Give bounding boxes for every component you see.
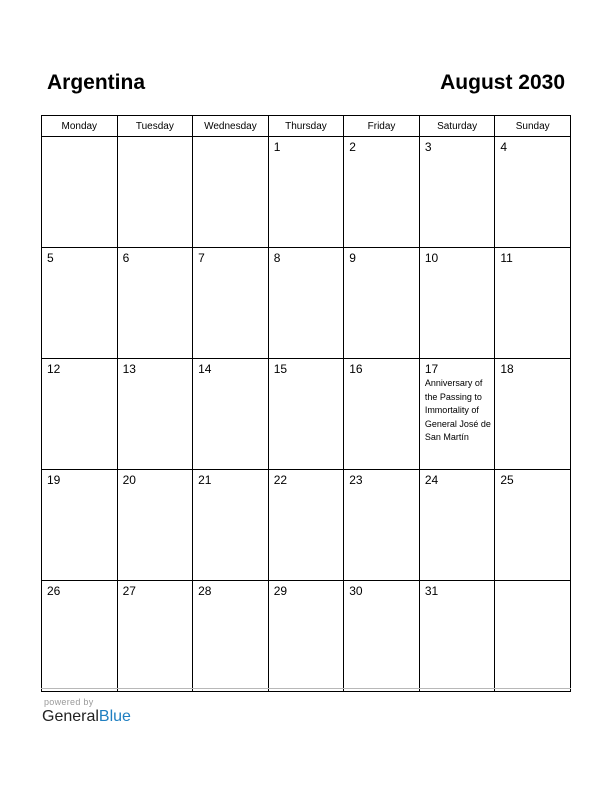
week-row xyxy=(42,359,571,470)
day-cell-7 xyxy=(193,248,269,359)
day-number: 4 xyxy=(500,140,508,154)
brand-blue: Blue xyxy=(98,708,131,725)
day-cell-content xyxy=(420,359,495,466)
day-number: 21 xyxy=(198,473,212,487)
day-number: 27 xyxy=(122,584,136,598)
day-cell-content xyxy=(495,248,570,355)
day-number: 14 xyxy=(198,362,212,376)
day-cell-content xyxy=(269,248,344,355)
month-year-title: August 2030 xyxy=(440,71,565,94)
weekday-header: Monday xyxy=(42,116,118,137)
day-cell-29 xyxy=(268,581,344,692)
day-cell-27 xyxy=(117,581,193,692)
day-cell-content xyxy=(118,359,193,466)
day-number: 30 xyxy=(349,584,363,598)
day-cell-content xyxy=(420,137,495,244)
day-cell-content xyxy=(42,248,117,355)
day-cell-5 xyxy=(42,248,118,359)
weekday-header: Sunday xyxy=(495,116,571,137)
day-number: 8 xyxy=(273,251,281,265)
day-number: 13 xyxy=(122,362,136,376)
day-cell-2 xyxy=(344,137,420,248)
day-number: 2 xyxy=(349,140,356,154)
day-number: 3 xyxy=(424,140,432,154)
day-cell-3 xyxy=(419,137,495,248)
day-number: 25 xyxy=(500,473,514,487)
day-cell-content xyxy=(42,137,117,244)
day-cell-content xyxy=(344,248,419,355)
day-number: 20 xyxy=(122,473,136,487)
day-cell-8 xyxy=(268,248,344,359)
day-cell-content xyxy=(42,359,117,466)
day-cell-content xyxy=(118,581,193,688)
day-cell-content xyxy=(420,470,495,577)
weekday-header: Tuesday xyxy=(117,116,193,137)
day-cell-16 xyxy=(344,359,420,470)
day-cell-14 xyxy=(193,359,269,470)
day-cell-content xyxy=(269,470,344,577)
day-cell-content xyxy=(193,359,268,466)
day-cell-content xyxy=(344,470,419,577)
day-cell-content xyxy=(495,470,570,577)
day-cell-17 xyxy=(419,359,495,470)
day-number: 29 xyxy=(273,584,288,598)
week-row xyxy=(42,248,571,359)
day-cell-content xyxy=(193,581,268,688)
day-number: 6 xyxy=(122,251,130,265)
powered-by-text: powered by xyxy=(44,697,94,707)
weekday-header-row xyxy=(42,116,571,137)
day-number: 26 xyxy=(47,584,61,598)
day-number: 17 xyxy=(424,362,439,376)
day-cell-content xyxy=(344,581,419,688)
holiday-label: Anniversary of the Passing to Immortality of General José de San Martín xyxy=(424,378,491,442)
day-cell-content xyxy=(344,359,419,466)
generalblue-logo[interactable] xyxy=(42,708,131,726)
day-number: 18 xyxy=(500,362,514,376)
day-number: 9 xyxy=(349,251,356,265)
empty-day-cell xyxy=(42,137,118,248)
day-cell-content xyxy=(420,248,495,355)
day-number: 12 xyxy=(47,362,61,376)
day-cell-content xyxy=(269,581,344,688)
day-cell-content xyxy=(193,137,268,244)
day-number: 19 xyxy=(47,473,61,487)
day-cell-31 xyxy=(419,581,495,692)
week-row xyxy=(42,581,571,692)
day-cell-content xyxy=(193,470,268,577)
day-cell-9 xyxy=(344,248,420,359)
day-cell-content xyxy=(344,137,419,244)
day-cell-content xyxy=(269,359,344,466)
day-number: 1 xyxy=(273,140,281,154)
day-cell-15 xyxy=(268,359,344,470)
day-number: 16 xyxy=(349,362,363,376)
day-cell-content xyxy=(42,470,117,577)
empty-day-cell xyxy=(193,137,269,248)
day-number: 11 xyxy=(500,251,513,265)
weekday-header: Friday xyxy=(344,116,420,137)
weekday-header: Thursday xyxy=(268,116,344,137)
day-number: 15 xyxy=(273,362,288,376)
day-cell-content xyxy=(495,359,570,466)
day-cell-18 xyxy=(495,359,571,470)
weekday-header: Wednesday xyxy=(193,116,269,137)
day-cell-1 xyxy=(268,137,344,248)
day-cell-25 xyxy=(495,470,571,581)
day-cell-4 xyxy=(495,137,571,248)
day-cell-content xyxy=(118,248,193,355)
day-cell-content xyxy=(420,581,495,688)
empty-day-cell xyxy=(117,137,193,248)
day-cell-10 xyxy=(419,248,495,359)
day-cell-26 xyxy=(42,581,118,692)
empty-day-cell xyxy=(495,581,571,692)
day-cell-20 xyxy=(117,470,193,581)
day-cell-13 xyxy=(117,359,193,470)
day-cell-6 xyxy=(117,248,193,359)
day-cell-19 xyxy=(42,470,118,581)
day-cell-content xyxy=(193,248,268,355)
day-number: 31 xyxy=(424,584,439,598)
day-number: 5 xyxy=(47,251,54,265)
day-cell-30 xyxy=(344,581,420,692)
day-cell-24 xyxy=(419,470,495,581)
day-number: 7 xyxy=(198,251,205,265)
day-cell-12 xyxy=(42,359,118,470)
day-cell-content xyxy=(495,581,570,688)
day-cell-content xyxy=(269,137,344,244)
brand-general: General xyxy=(42,708,99,725)
day-number: 23 xyxy=(349,473,363,487)
day-cell-28 xyxy=(193,581,269,692)
day-number: 10 xyxy=(424,251,439,265)
weekday-header: Saturday xyxy=(419,116,495,137)
country-title: Argentina xyxy=(47,71,146,94)
day-cell-11 xyxy=(495,248,571,359)
day-number: 22 xyxy=(273,473,288,487)
day-cell-content xyxy=(42,581,117,688)
day-cell-23 xyxy=(344,470,420,581)
footer-divider xyxy=(41,688,571,689)
day-cell-content xyxy=(118,137,193,244)
week-row xyxy=(42,470,571,581)
day-cell-content xyxy=(118,470,193,577)
day-cell-22 xyxy=(268,470,344,581)
calendar-grid xyxy=(41,115,571,692)
week-row xyxy=(42,137,571,248)
day-number: 24 xyxy=(424,473,439,487)
day-cell-content xyxy=(495,137,570,244)
day-cell-21 xyxy=(193,470,269,581)
day-number: 28 xyxy=(198,584,212,598)
